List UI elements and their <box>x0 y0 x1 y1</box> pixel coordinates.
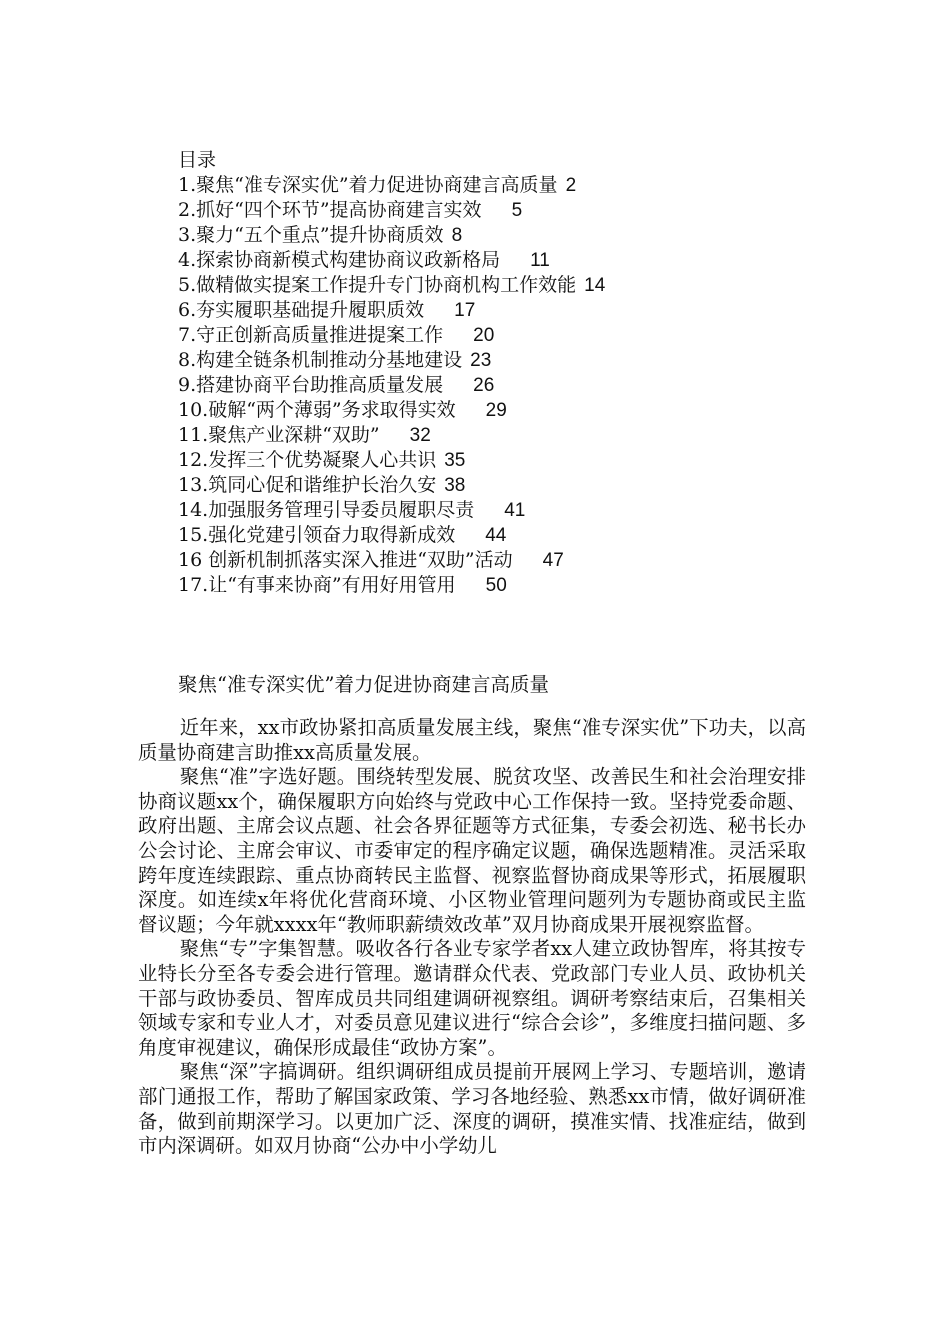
toc-item-page: 20 <box>473 325 495 346</box>
toc-item[interactable] <box>178 448 798 473</box>
toc-item-page: 29 <box>485 400 507 421</box>
toc-item-page: 23 <box>470 350 492 371</box>
table-of-contents <box>178 148 798 598</box>
toc-item[interactable] <box>178 548 798 573</box>
toc-item-page: 17 <box>454 300 476 321</box>
toc-item-text: 2.抓好“四个环节”提高协商建言实效 <box>178 199 482 221</box>
toc-item-page: 32 <box>409 425 431 446</box>
toc-item-text: 5.做精做实提案工作提升专门协商机构工作效能 <box>178 274 577 296</box>
body-paragraph: 聚焦“准”字选好题。围绕转型发展、脱贫攻坚、改善民生和社会治理安排协商议题xx个，确保履职方向始终与党政中心工作保持一致。坚持党委命题、政府出题、主席会议点题、社会各界征题等方式征集，专委会初选、秘书长办公会讨论、主席会审议、市委审定的程序确定议题，确保选题精准。灵活采取跨年度连续跟踪、重点协商转民主监督、视察监督协商成果等形式，拓展履职深度。如连续x年将优化营商环境、小区物业管理问题列为专题协商或民主监督议题；今年就xxxx年“教师职薪绩效改革”双月协商成果开展视察监督。 <box>138 765 806 936</box>
toc-item-text: 14.加强服务管理引导委员履职尽责 <box>178 499 475 521</box>
toc-title: 目录 <box>178 149 217 171</box>
body-paragraph: 聚焦“专”字集智慧。吸收各行各业专家学者xx人建立政协智库，将其按专业特长分至各专委会进行管理。邀请群众代表、党政部门专业人员、政协机关干部与政协委员、智库成员共同组建调研视察组。调研考察结束后，召集相关领域专家和专业人才，对委员意见建议进行“综合会诊”，多维度扫描问题、多角度审视建议，确保形成最佳“政协方案”。 <box>138 937 806 1059</box>
toc-item[interactable] <box>178 473 798 498</box>
toc-item-text: 13.筑同心促和谐维护长治久安 <box>178 474 437 496</box>
toc-item[interactable] <box>178 373 798 398</box>
toc-item-text: 1.聚焦“准专深实优”着力促进协商建言高质量 <box>178 174 558 196</box>
toc-item-page: 35 <box>444 450 466 471</box>
toc-item[interactable] <box>178 298 798 323</box>
body-paragraph: 近年来，xx市政协紧扣高质量发展主线，聚焦“准专深实优”下功夫，以高质量协商建言助推xx高质量发展。 <box>138 716 806 764</box>
toc-item[interactable] <box>178 323 798 348</box>
toc-item[interactable] <box>178 423 798 448</box>
toc-item-text: 11.聚焦产业深耕“双助” <box>178 424 380 446</box>
toc-item-text: 7.守正创新高质量推进提案工作 <box>178 324 444 346</box>
article-body <box>138 716 806 1159</box>
toc-item[interactable] <box>178 248 798 273</box>
toc-item-page: 50 <box>485 575 507 596</box>
article-title: 聚焦“准专深实优”着力促进协商建言高质量 <box>178 673 549 696</box>
toc-item-page: 5 <box>511 200 523 221</box>
toc-item[interactable] <box>178 348 798 373</box>
body-paragraph: 聚焦“深”字搞调研。组织调研组成员提前开展网上学习、专题培训，邀请部门通报工作，帮助了解国家政策、学习各地经验、熟悉xx市情，做好调研准备，做到前期深学习。以更加广泛、深度的调研，摸准实情、找准症结，做到市内深调研。如双月协商“公办中小学幼儿 <box>138 1060 806 1158</box>
toc-item-text: 10.破解“两个薄弱”务求取得实效 <box>178 399 456 421</box>
toc-item-page: 8 <box>451 225 463 246</box>
toc-item[interactable] <box>178 173 798 198</box>
toc-item[interactable] <box>178 398 798 423</box>
toc-item-text: 3.聚力“五个重点”提升协商质效 <box>178 224 444 246</box>
toc-item-page: 38 <box>444 475 466 496</box>
toc-item-text: 9.搭建协商平台助推高质量发展 <box>178 374 444 396</box>
toc-item-text: 8.构建全链条机制推动分基地建设 <box>178 349 463 371</box>
toc-item-page: 2 <box>565 175 577 196</box>
toc-item[interactable] <box>178 573 798 598</box>
toc-item[interactable] <box>178 523 798 548</box>
toc-item-page: 26 <box>473 375 495 396</box>
toc-item[interactable] <box>178 198 798 223</box>
toc-item-page: 44 <box>485 525 507 546</box>
toc-item-text: 12.发挥三个优势凝聚人心共识 <box>178 449 437 471</box>
toc-item-page: 41 <box>504 500 526 521</box>
toc-item[interactable] <box>178 498 798 523</box>
toc-item-text: 16 创新机制抓落实深入推进“双助”活动 <box>178 549 513 571</box>
toc-item-text: 15.强化党建引领奋力取得新成效 <box>178 524 456 546</box>
toc-list <box>178 173 798 598</box>
toc-item-page: 11 <box>530 250 550 271</box>
toc-item-text: 17.让“有事来协商”有用好用管用 <box>178 574 456 596</box>
toc-item[interactable] <box>178 273 798 298</box>
toc-item[interactable] <box>178 223 798 248</box>
toc-item-page: 47 <box>542 550 564 571</box>
toc-item-page: 14 <box>584 275 606 296</box>
toc-item-text: 4.探索协商新模式构建协商议政新格局 <box>178 249 501 271</box>
toc-item-text: 6.夯实履职基础提升履职质效 <box>178 299 425 321</box>
